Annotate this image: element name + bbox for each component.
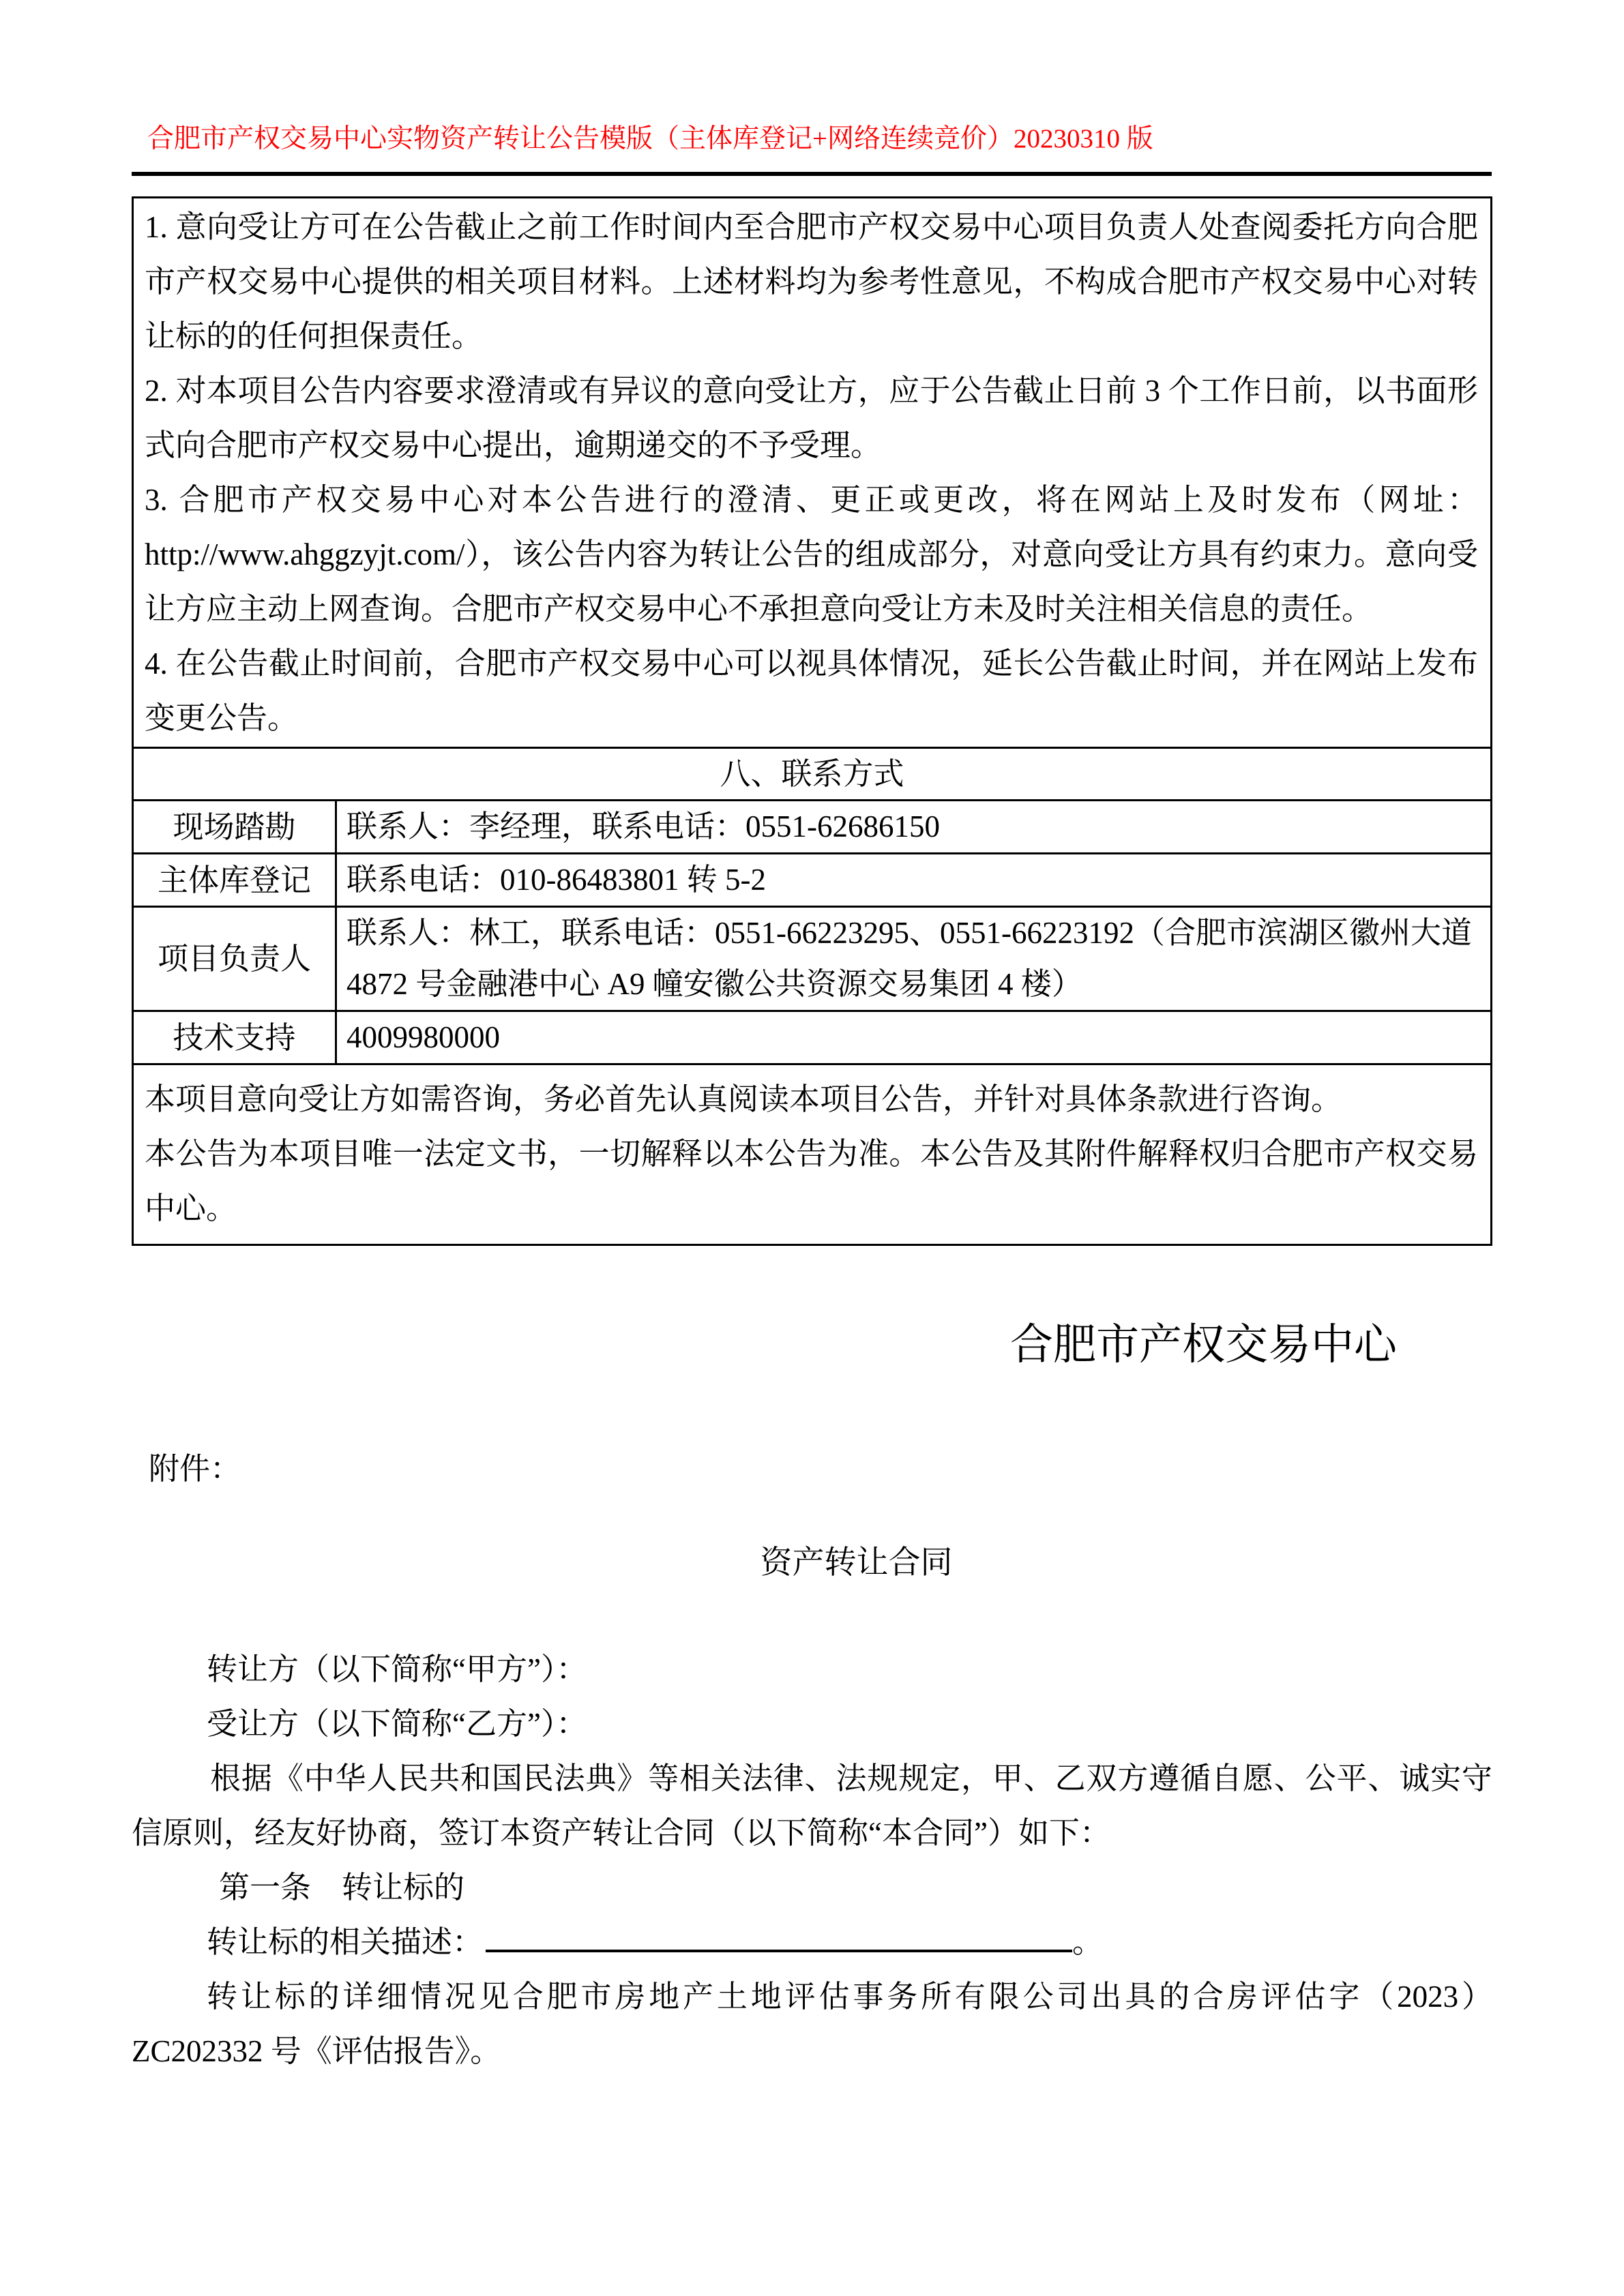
party-a-line: 转让方（以下简称“甲方”）： <box>207 1652 587 1686</box>
table-row-section-title <box>133 748 1492 801</box>
table-row-footnotes <box>133 1064 1492 1245</box>
clause-1: 1. 意向受让方可在公告截止之前工作时间内至合肥市产权交易中心项目负责人处查阅委托方向合肥市产权交易中心提供的相关项目材料。上述材料均为参考性意见，不构成合肥市产权交易中心对转让标的的任何担保责任。 <box>145 210 1478 353</box>
contact-value-site-visit: 联系人：李经理，联系电话：0551-62686150 <box>336 801 1492 854</box>
contact-value-project-manager: 联系人：林工，联系电话：0551-66223295、0551-66223192（合肥市滨湖区徽州大道 4872 号金融港中心 A9 幢安徽公共资源交易集团 4 楼） <box>336 907 1492 1011</box>
header-divider-line <box>132 172 1492 176</box>
clause-4: 4. 在公告截止时间前，合肥市产权交易中心可以视具体情况，延长公告截止时间，并在网站上发布变更公告。 <box>145 646 1478 735</box>
attachment-label: 附件： <box>149 1452 241 1486</box>
table-row-tech-support <box>133 1011 1492 1064</box>
contact-label-site-visit: 现场踏勘 <box>133 801 336 854</box>
article-1-heading: 第一条 转让标的 <box>219 1870 465 1905</box>
fill-in-blank-underline <box>486 1919 1072 1952</box>
clause-2: 2. 对本项目公告内容要求澄清或有异议的意向受让方，应于公告截止日前 3 个工作日前，以书面形式向合肥市产权交易中心提出，逾期递交的不予受理。 <box>145 374 1478 462</box>
notice-footnotes-cell <box>133 1064 1492 1245</box>
party-b-line: 受让方（以下简称“乙方”）： <box>207 1707 587 1741</box>
contact-section-title: 八、联系方式 <box>133 748 1492 801</box>
notice-clauses-cell <box>133 198 1492 748</box>
contact-label-registry: 主体库登记 <box>133 854 336 907</box>
footnote-1: 本项目意向受让方如需咨询，务必首先认真阅读本项目公告，并针对具体条款进行咨询。 <box>145 1082 1342 1116</box>
table-row-site-visit <box>133 801 1492 854</box>
clause-3: 3. 合肥市产权交易中心对本公告进行的澄清、更正或更改，将在网站上及时发布（网址：http://www.ahggzyjt.com/），该公告内容为转让公告的组成部分，对意向受让方具有约束力。意向受让方应主动上网查询。合肥市产权交易中心不承担意向受让方未及时关注相关信息的责任。 <box>145 483 1478 626</box>
contract-body <box>132 1642 1492 2078</box>
subject-description-line <box>132 1915 1492 1969</box>
subject-description-period: 。 <box>1072 1925 1104 1959</box>
issuer-signature: 合肥市产权交易中心 <box>1010 1321 1397 1369</box>
subject-description-label: 转让标的相关描述： <box>207 1925 484 1959</box>
footnote-2: 本公告为本项目唯一法定文书，一切解释以本公告为准。本公告及其附件解释权归合肥市产权交易中心。 <box>145 1137 1478 1225</box>
contract-title: 资产转让合同 <box>760 1545 953 1581</box>
contact-label-tech-support: 技术支持 <box>133 1011 336 1064</box>
contract-preamble: 根据《中华人民共和国民法典》等相关法律、法规规定，甲、乙双方遵循自愿、公平、诚实守信原则，经友好协商，签订本资产转让合同（以下简称“本合同”）如下： <box>132 1761 1492 1850</box>
table-row-registry <box>133 854 1492 907</box>
contact-value-tech-support: 4009980000 <box>336 1011 1492 1064</box>
contact-value-registry: 联系电话：010-86483801 转 5-2 <box>336 854 1492 907</box>
subject-detail-text: 转让标的详细情况见合肥市房地产土地评估事务所有限公司出具的合房评估字（2023）ZC202332 号《评估报告》。 <box>132 1980 1492 2068</box>
table-row-project-manager <box>133 907 1492 1011</box>
notice-table <box>132 196 1492 1246</box>
table-row-clauses <box>133 198 1492 748</box>
template-header-note: 合肥市产权交易中心实物资产转让公告模版（主体库登记+网络连续竞价）20230310 版 <box>147 124 1153 153</box>
contact-label-project-manager: 项目负责人 <box>133 907 336 1011</box>
